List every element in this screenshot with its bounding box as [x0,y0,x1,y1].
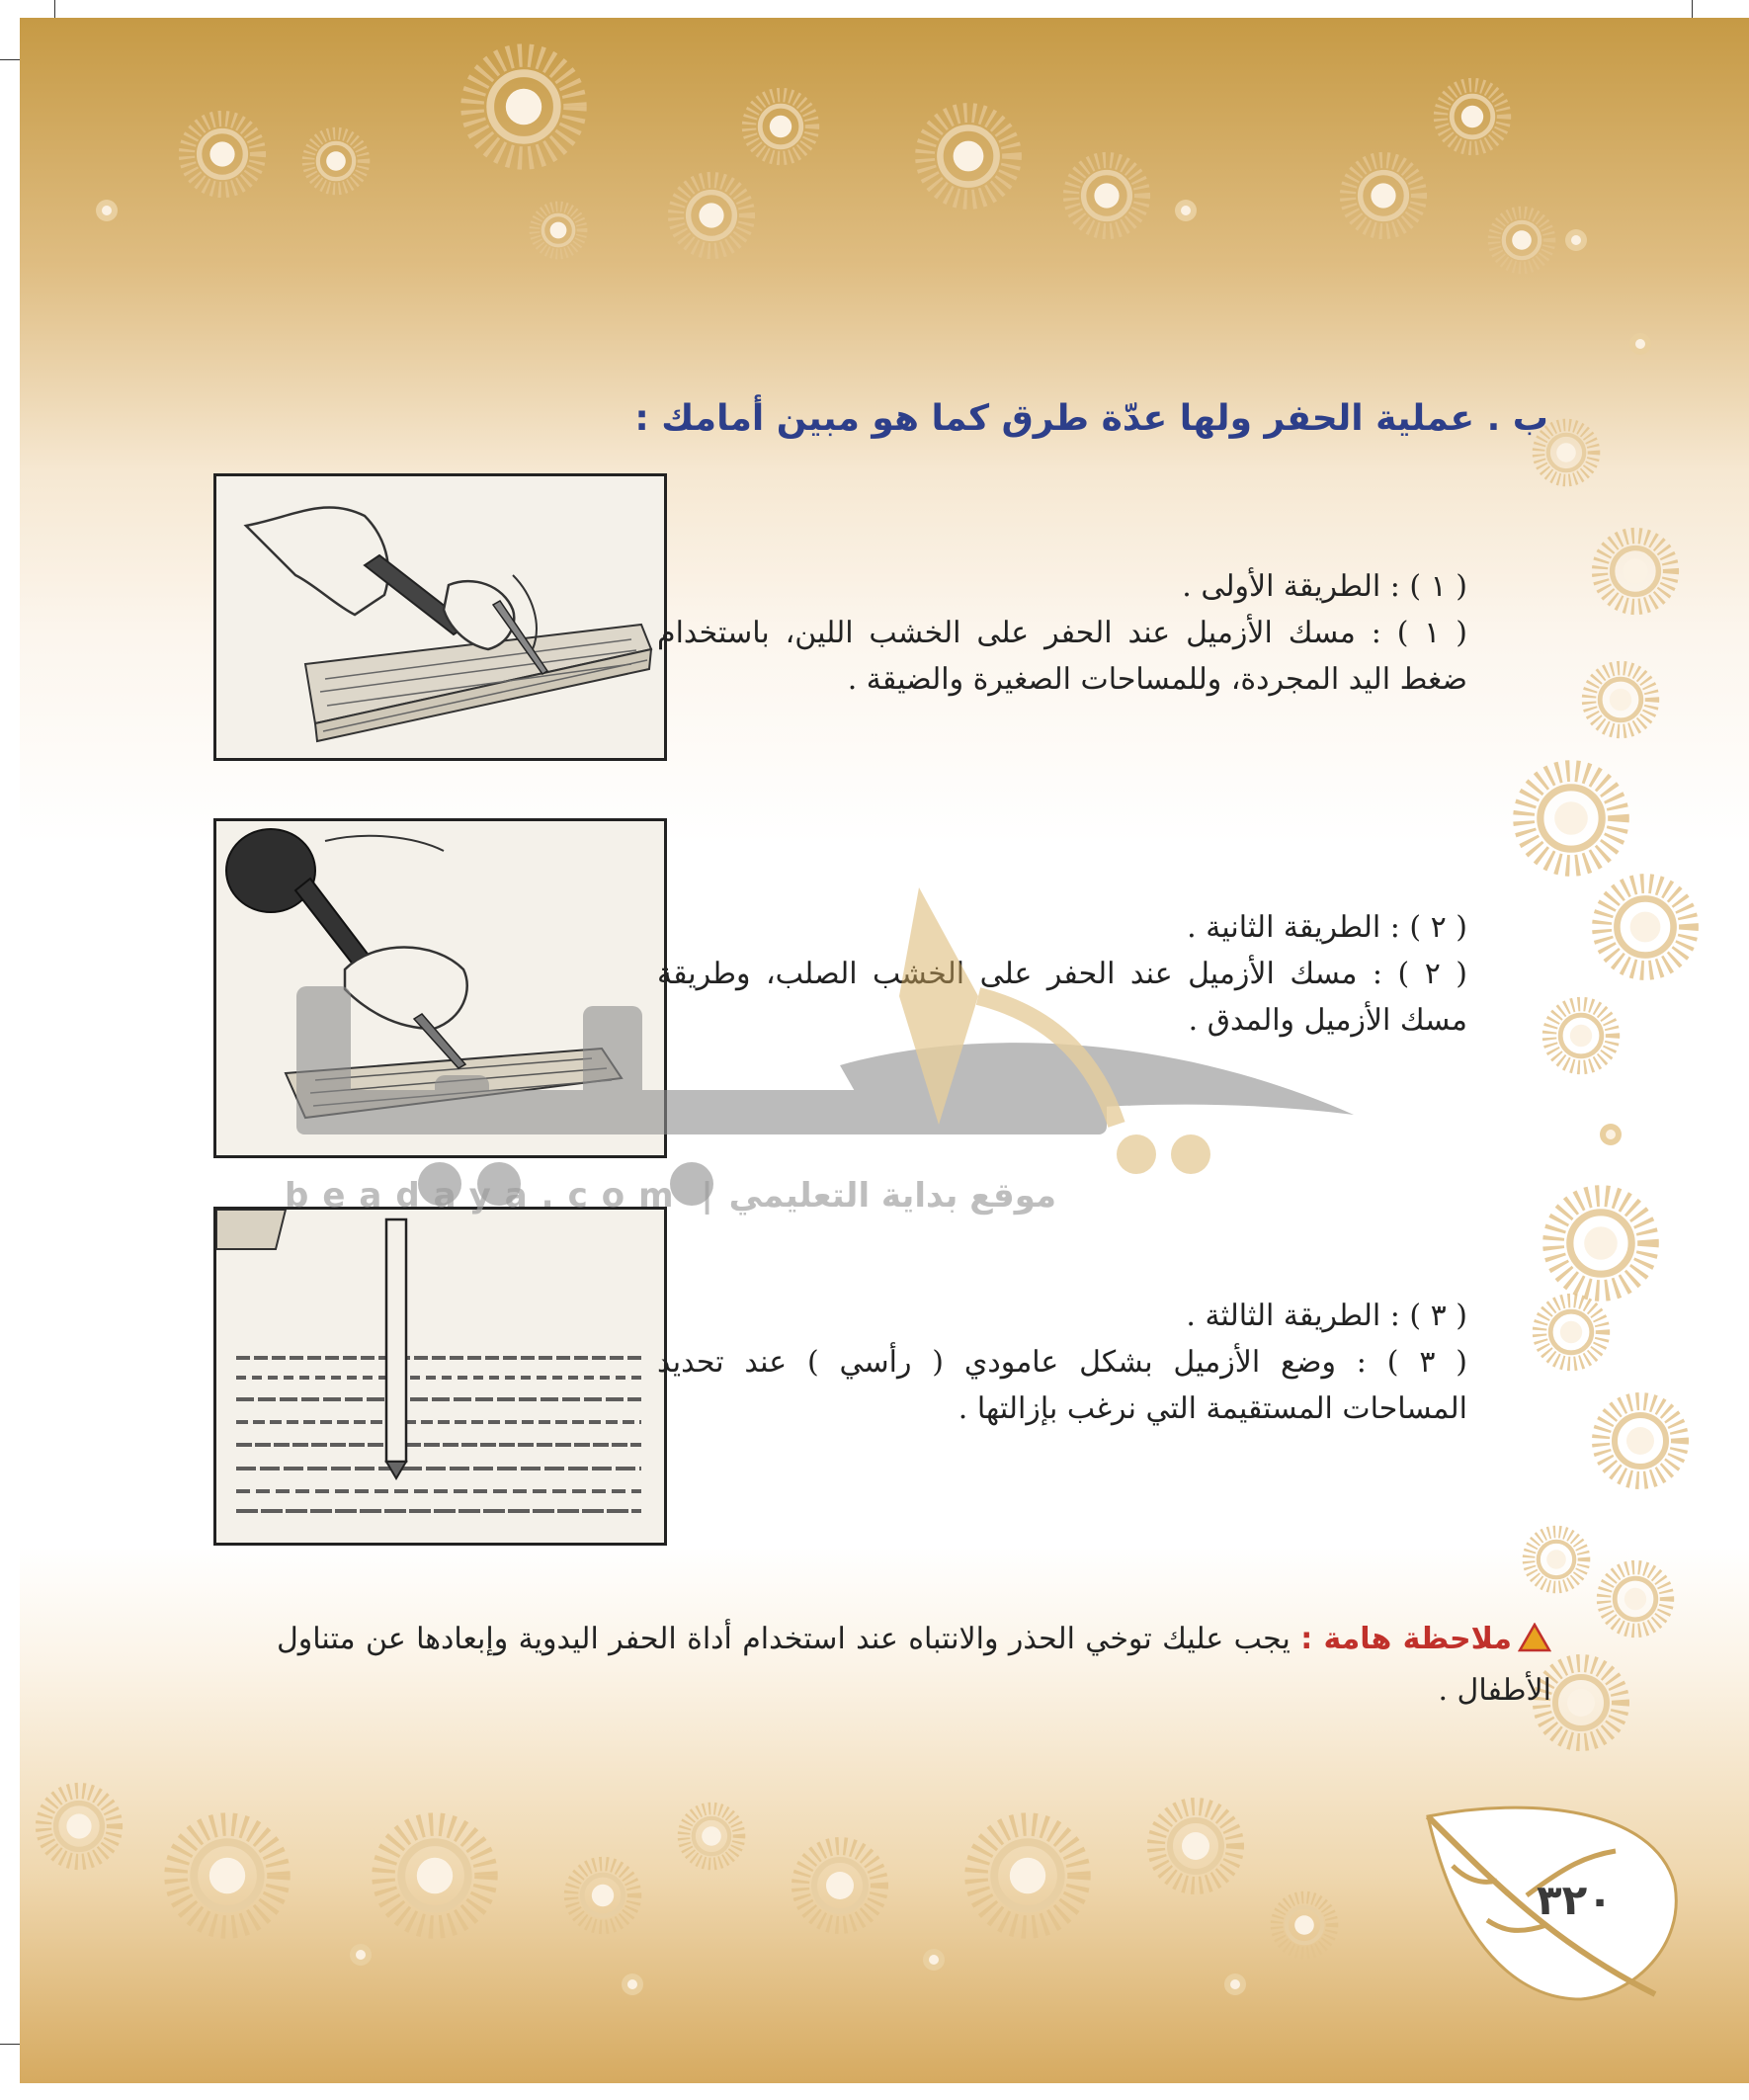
note-label: ملاحظة هامة : [1300,1622,1512,1656]
crop-mark [1692,0,1693,18]
important-note [277,1614,1551,1717]
method-number: ( ٢ ) [1409,910,1467,945]
note-text: يجب عليك توخي الحذر والانتباه عند استخدام أداة الحفر اليدوية وإبعادها عن متناول الأطفال . [277,1622,1551,1708]
method-title: : الطريقة الأولى . [1182,569,1400,604]
method-number: ( ٣ ) [1409,1299,1467,1333]
hand-chisel-illustration [216,476,664,758]
crop-mark [54,0,55,18]
method-number: ( ١ ) [1396,616,1467,650]
page [20,18,1749,2083]
watermark-domain: beadaya.com [285,1176,688,1216]
vertical-chisel-illustration [216,1210,664,1543]
watermark-tagline: موقع بداية التعليمي [728,1176,1057,1216]
method-description: : مسك الأزميل عند الحفر على الخشب الصلب، وطريقة مسك الأزميل والمدق . [657,957,1467,1038]
method-title: : الطريقة الثانية . [1187,910,1400,945]
warning-icon [1518,1623,1551,1652]
figure-method-1 [213,473,667,761]
method-description: : مسك الأزميل عند الحفر على الخشب اللين، باستخدام ضغط اليد المجردة، وللمساحات الصغيرة والضيقة . [657,616,1467,697]
method-3-text [657,1293,1467,1432]
method-1-text [657,563,1467,703]
method-description: : وضع الأزميل بشكل عامودي ( رأسي ) عند تحديد المساحات المستقيمة التي نرغب بإزالتها . [657,1345,1467,1426]
method-number: ( ١ ) [1409,569,1467,604]
watermark-separator: | [701,1176,715,1216]
figure-method-3 [213,1207,667,1546]
watermark-logo [287,868,1532,1223]
section-title: ب . عملية الحفر ولها عدّة طرق كما هو مبين أمامك : [634,398,1548,439]
watermark-text [285,1176,1056,1216]
method-number: ( ٣ ) [1386,1345,1467,1380]
method-number: ( ٢ ) [1397,957,1468,991]
page-number: ٣٢٠ [1537,1876,1613,1924]
method-title: : الطريقة الثالثة . [1186,1299,1400,1333]
